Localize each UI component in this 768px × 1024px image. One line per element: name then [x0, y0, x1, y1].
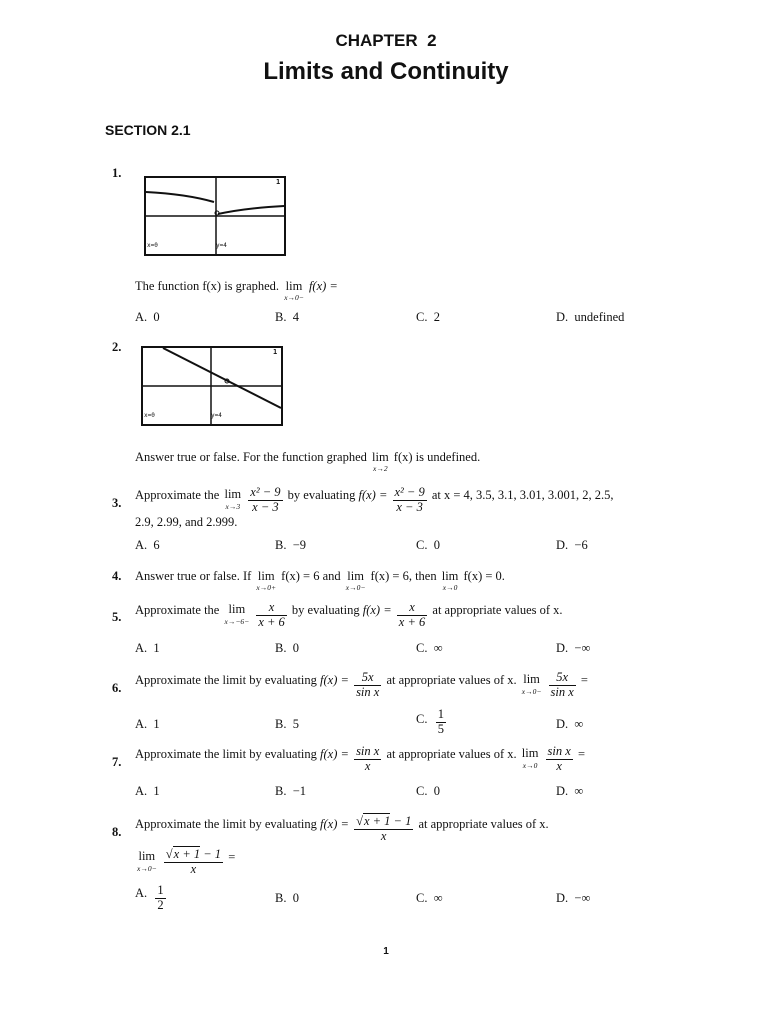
- question-text: Approximate the lim x→3 $\frac{\text{x² − 9}}{x - 3}$ by evaluating f(x) = $\frac{\text{x² − 9}}{x - 3}$ at x = 4, 3.5, 3.1, 3.01, 3.001, 2, 2.5,: [135, 485, 614, 514]
- section-heading: SECTION 2.1: [105, 122, 191, 138]
- page-number: 1: [383, 946, 389, 957]
- choice-c[interactable]: C. ∞: [416, 891, 443, 905]
- question-number: 6.: [112, 681, 122, 695]
- screen-x-readout: x=0: [147, 242, 158, 249]
- question-text: Approximate the limit by evaluating f(x) = $\frac{\text{sin x}}{x}$ at appropriate values of x. lim x→0 $\frac{\text{sin x}}{x}$ =: [135, 744, 585, 773]
- question-text: The function f(x) is graphed. lim x→0− f(x) =: [135, 278, 338, 302]
- choice-a[interactable]: A. 0: [135, 310, 160, 324]
- choice-d[interactable]: D. ∞: [556, 784, 584, 798]
- question-text: Answer true or false. For the function graphed lim x→2 f(x) is undefined.: [135, 449, 481, 473]
- choice-b[interactable]: B. 0: [275, 641, 299, 655]
- choice-c[interactable]: C. $\frac{1}{5}$: [416, 707, 444, 736]
- question-text-cont: 2.9, 2.99, and 2.999.: [135, 515, 238, 529]
- choice-a[interactable]: A. 1: [135, 717, 160, 731]
- choice-c[interactable]: C. 2: [416, 310, 440, 324]
- screen-y-readout: y=4: [216, 242, 227, 249]
- choice-b[interactable]: B. −9: [275, 538, 307, 552]
- choice-d[interactable]: D. −∞: [556, 641, 591, 655]
- chapter-title: Limits and Continuity: [263, 58, 509, 85]
- choice-c[interactable]: C. 0: [416, 784, 440, 798]
- screen-marker: 1: [273, 348, 278, 356]
- calculator-graph: [144, 176, 286, 256]
- question-text-cont: lim x→0− $\frac{√x + 1 - 1}{x}$ =: [137, 847, 236, 876]
- choice-a[interactable]: A. 6: [135, 538, 160, 552]
- question-text: Answer true or false. If lim x→0+ f(x) = 6 and lim x→0− f(x) = 6, then lim x→0 f(x) = 0.: [135, 568, 505, 592]
- chapter-label: CHAPTER 2: [335, 31, 437, 50]
- question-text: Approximate the limit by evaluating f(x) = $\frac{5x}{\text{sin x}}$ at appropriate values of x. lim x→0− $\frac{5x}{\text{sin x}}$ =: [135, 670, 588, 699]
- choice-b[interactable]: B. 4: [275, 310, 299, 324]
- choice-d[interactable]: D. −∞: [556, 891, 591, 905]
- choice-d[interactable]: D. −6: [556, 538, 588, 552]
- calculator-graph: [141, 346, 283, 426]
- question-text: Approximate the limit by evaluating f(x) = $\frac{√x + 1 - 1}{x}$ at appropriate values of x.: [135, 814, 549, 843]
- choice-d[interactable]: D. undefined: [556, 310, 625, 324]
- question-number: 5.: [112, 610, 122, 624]
- question-number: 8.: [112, 825, 122, 839]
- choice-b[interactable]: B. −1: [275, 784, 307, 798]
- question-number: 3.: [112, 496, 122, 510]
- choice-a[interactable]: A. 1: [135, 641, 160, 655]
- screen-x-readout: x=0: [144, 412, 155, 419]
- choice-b[interactable]: B. 0: [275, 891, 299, 905]
- question-text: Approximate the lim x→−6− $\frac{x}{x + 6}$ by evaluating f(x) = $\frac{x}{x + 6}$ at appropriate values of x.: [135, 600, 563, 629]
- choice-b[interactable]: B. 5: [275, 717, 299, 731]
- choice-a[interactable]: A. 1: [135, 784, 160, 798]
- question-number: 7.: [112, 755, 122, 769]
- choice-d[interactable]: D. ∞: [556, 717, 584, 731]
- choice-a[interactable]: A. $\frac{1}{2}$: [135, 883, 164, 912]
- choice-c[interactable]: C. 0: [416, 538, 440, 552]
- question-number: 2.: [112, 340, 122, 354]
- choice-c[interactable]: C. ∞: [416, 641, 443, 655]
- question-number: 4.: [112, 569, 122, 583]
- screen-marker: 1: [276, 178, 281, 186]
- question-number: 1.: [112, 166, 122, 180]
- screen-y-readout: y=4: [211, 412, 222, 419]
